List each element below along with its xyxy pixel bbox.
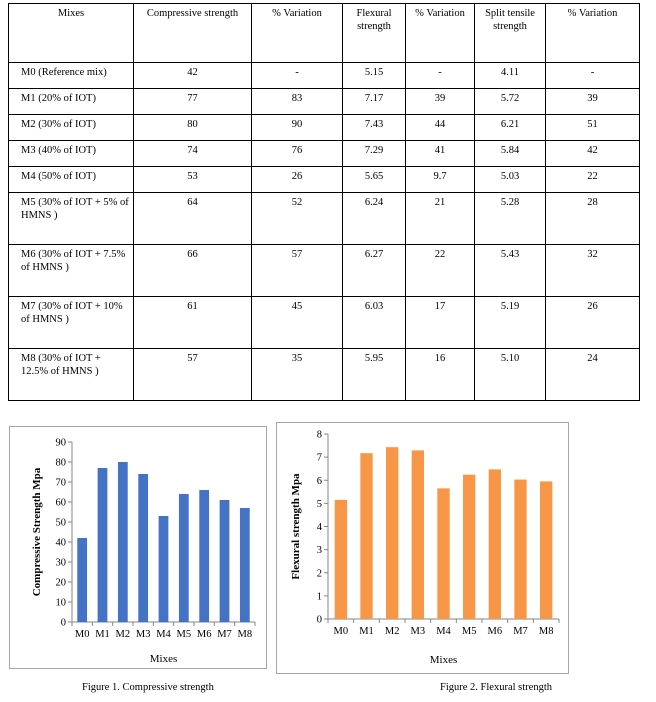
- bar-m3: [412, 450, 424, 619]
- table-cell: M4 (50% of IOT): [9, 167, 134, 193]
- x-axis-title: Mixes: [149, 653, 178, 665]
- compressive-strength-chart: [9, 426, 267, 669]
- bar-m1: [98, 468, 108, 622]
- bar-m8: [240, 508, 250, 622]
- table-cell: M3 (40% of IOT): [9, 141, 134, 167]
- table-cell: -: [252, 63, 343, 89]
- x-tick-label: M0: [333, 626, 349, 637]
- bar-m4: [437, 488, 449, 619]
- results-table-body: [9, 4, 640, 401]
- bar-m0: [335, 500, 347, 619]
- bar-m7: [514, 480, 526, 619]
- table-header-cell: Mixes: [9, 4, 134, 63]
- table-cell: -: [406, 63, 475, 89]
- table-cell: 6.27: [343, 245, 406, 297]
- bar-m2: [118, 462, 128, 622]
- y-tick-label: 4: [316, 522, 322, 533]
- table-cell: 76: [252, 141, 343, 167]
- table-row: [9, 193, 640, 245]
- y-tick-label: 30: [55, 557, 66, 569]
- table-cell: 39: [546, 89, 640, 115]
- y-tick-label: 5: [316, 498, 322, 510]
- x-axis-title: Mixes: [429, 654, 458, 666]
- table-cell: 26: [546, 297, 640, 349]
- y-tick-label: 20: [55, 577, 66, 589]
- bar-m6: [489, 469, 501, 619]
- table-cell: 90: [252, 115, 343, 141]
- x-tick-label: M6: [196, 629, 212, 640]
- table-cell: M1 (20% of IOT): [9, 89, 134, 115]
- table-cell: 35: [252, 349, 343, 401]
- x-tick-label: M8: [538, 626, 554, 637]
- x-tick-label: M3: [135, 629, 151, 640]
- table-cell: 77: [134, 89, 252, 115]
- bar-m4: [159, 516, 169, 622]
- table-row: [9, 297, 640, 349]
- table-cell: 5.72: [475, 89, 546, 115]
- table-cell: 5.10: [475, 349, 546, 401]
- table-cell: 32: [546, 245, 640, 297]
- x-tick-label: M6: [487, 626, 503, 637]
- table-cell: 7.29: [343, 141, 406, 167]
- table-cell: 51: [546, 115, 640, 141]
- bar-m2: [386, 447, 398, 619]
- x-tick-label: M7: [513, 626, 528, 637]
- y-tick-label: 10: [55, 597, 66, 609]
- table-cell: M2 (30% of IOT): [9, 115, 134, 141]
- table-cell: 66: [134, 245, 252, 297]
- bar-m7: [220, 500, 230, 622]
- y-tick-label: 40: [55, 537, 66, 549]
- table-cell: 44: [406, 115, 475, 141]
- y-tick-label: 2: [316, 568, 322, 580]
- table-row: [9, 245, 640, 297]
- table-cell: M6 (30% of IOT + 7.5% of HMNS ): [9, 245, 134, 297]
- table-cell: 6.03: [343, 297, 406, 349]
- table-row: [9, 115, 640, 141]
- table-cell: 5.19: [475, 297, 546, 349]
- y-tick-label: 3: [316, 545, 322, 557]
- table-header-cell: Flexural strength: [343, 4, 406, 63]
- figure-1-caption: Figure 1. Compressive strength: [82, 682, 214, 693]
- y-tick-label: 60: [55, 497, 66, 509]
- table-cell: 45: [252, 297, 343, 349]
- bar-m5: [179, 494, 189, 622]
- table-cell: 42: [134, 63, 252, 89]
- table-row: [9, 89, 640, 115]
- table-cell: 83: [252, 89, 343, 115]
- table-row: [9, 141, 640, 167]
- x-tick-label: M7: [217, 629, 232, 640]
- y-tick-label: 1: [316, 591, 322, 603]
- table-cell: 5.03: [475, 167, 546, 193]
- table-cell: 5.15: [343, 63, 406, 89]
- x-tick-label: M1: [95, 629, 110, 640]
- table-cell: 53: [134, 167, 252, 193]
- table-cell: M7 (30% of IOT + 10% of HMNS ): [9, 297, 134, 349]
- y-tick-label: 7: [316, 452, 322, 464]
- table-cell: 64: [134, 193, 252, 245]
- y-tick-label: 6: [316, 475, 322, 487]
- figure-2-caption: Figure 2. Flexural strength: [440, 682, 552, 693]
- table-cell: 22: [546, 167, 640, 193]
- table-header-cell: % Variation: [546, 4, 640, 63]
- x-tick-label: M5: [176, 629, 192, 640]
- table-cell: 22: [406, 245, 475, 297]
- x-tick-label: M2: [115, 629, 131, 640]
- x-tick-label: M1: [359, 626, 374, 637]
- table-cell: 5.65: [343, 167, 406, 193]
- x-tick-label: M2: [384, 626, 400, 637]
- bar-m1: [360, 453, 372, 619]
- table-cell: 7.43: [343, 115, 406, 141]
- table-cell: 5.95: [343, 349, 406, 401]
- table-cell: 9.7: [406, 167, 475, 193]
- table-cell: 39: [406, 89, 475, 115]
- table-cell: 21: [406, 193, 475, 245]
- results-table: [8, 3, 640, 401]
- table-cell: 4.11: [475, 63, 546, 89]
- table-cell: M8 (30% of IOT + 12.5% of HMNS ): [9, 349, 134, 401]
- x-tick-label: M5: [461, 626, 477, 637]
- table-cell: 57: [134, 349, 252, 401]
- table-cell: 6.21: [475, 115, 546, 141]
- flexural-strength-chart: [276, 422, 569, 674]
- table-cell: 5.84: [475, 141, 546, 167]
- table-cell: 57: [252, 245, 343, 297]
- y-axis-title: Compressive Strength Mpa: [31, 467, 43, 597]
- table-cell: 52: [252, 193, 343, 245]
- bar-m0: [77, 538, 87, 622]
- table-cell: 28: [546, 193, 640, 245]
- y-tick-label: 80: [55, 457, 66, 469]
- table-cell: 7.17: [343, 89, 406, 115]
- table-row: [9, 167, 640, 193]
- table-header-cell: Compressive strength: [134, 4, 252, 63]
- bar-m6: [199, 490, 209, 622]
- table-row: [9, 349, 640, 401]
- table-cell: -: [546, 63, 640, 89]
- table-cell: 41: [406, 141, 475, 167]
- y-axis-title: Flexural strength Mpa: [290, 473, 302, 580]
- x-tick-label: M4: [436, 626, 451, 637]
- table-header-cell: % Variation: [406, 4, 475, 63]
- table-header-cell: % Variation: [252, 4, 343, 63]
- compressive-strength-chart-svg: [10, 427, 266, 668]
- x-tick-label: M4: [156, 629, 171, 640]
- table-cell: 6.24: [343, 193, 406, 245]
- table-cell: 5.43: [475, 245, 546, 297]
- table-header-row: [9, 4, 640, 63]
- y-tick-label: 0: [316, 614, 322, 626]
- table-cell: M0 (Reference mix): [9, 63, 134, 89]
- bar-m5: [463, 475, 475, 619]
- table-cell: M5 (30% of IOT + 5% of HMNS ): [9, 193, 134, 245]
- bar-m8: [540, 481, 552, 619]
- y-tick-label: 90: [55, 437, 66, 449]
- y-tick-label: 50: [55, 517, 66, 529]
- table-cell: 5.28: [475, 193, 546, 245]
- table-cell: 80: [134, 115, 252, 141]
- table-cell: 74: [134, 141, 252, 167]
- x-tick-label: M0: [74, 629, 90, 640]
- x-tick-label: M3: [410, 626, 426, 637]
- table-cell: 17: [406, 297, 475, 349]
- table-cell: 16: [406, 349, 475, 401]
- table-cell: 26: [252, 167, 343, 193]
- y-tick-label: 0: [60, 617, 66, 629]
- bar-m3: [138, 474, 148, 622]
- table-cell: 61: [134, 297, 252, 349]
- table-cell: 42: [546, 141, 640, 167]
- table-header-cell: Split tensile strength: [475, 4, 546, 63]
- table-row: [9, 63, 640, 89]
- y-tick-label: 70: [55, 477, 66, 489]
- y-tick-label: 8: [316, 429, 322, 441]
- flexural-strength-chart-svg: [277, 423, 568, 673]
- x-tick-label: M8: [237, 629, 253, 640]
- table-cell: 24: [546, 349, 640, 401]
